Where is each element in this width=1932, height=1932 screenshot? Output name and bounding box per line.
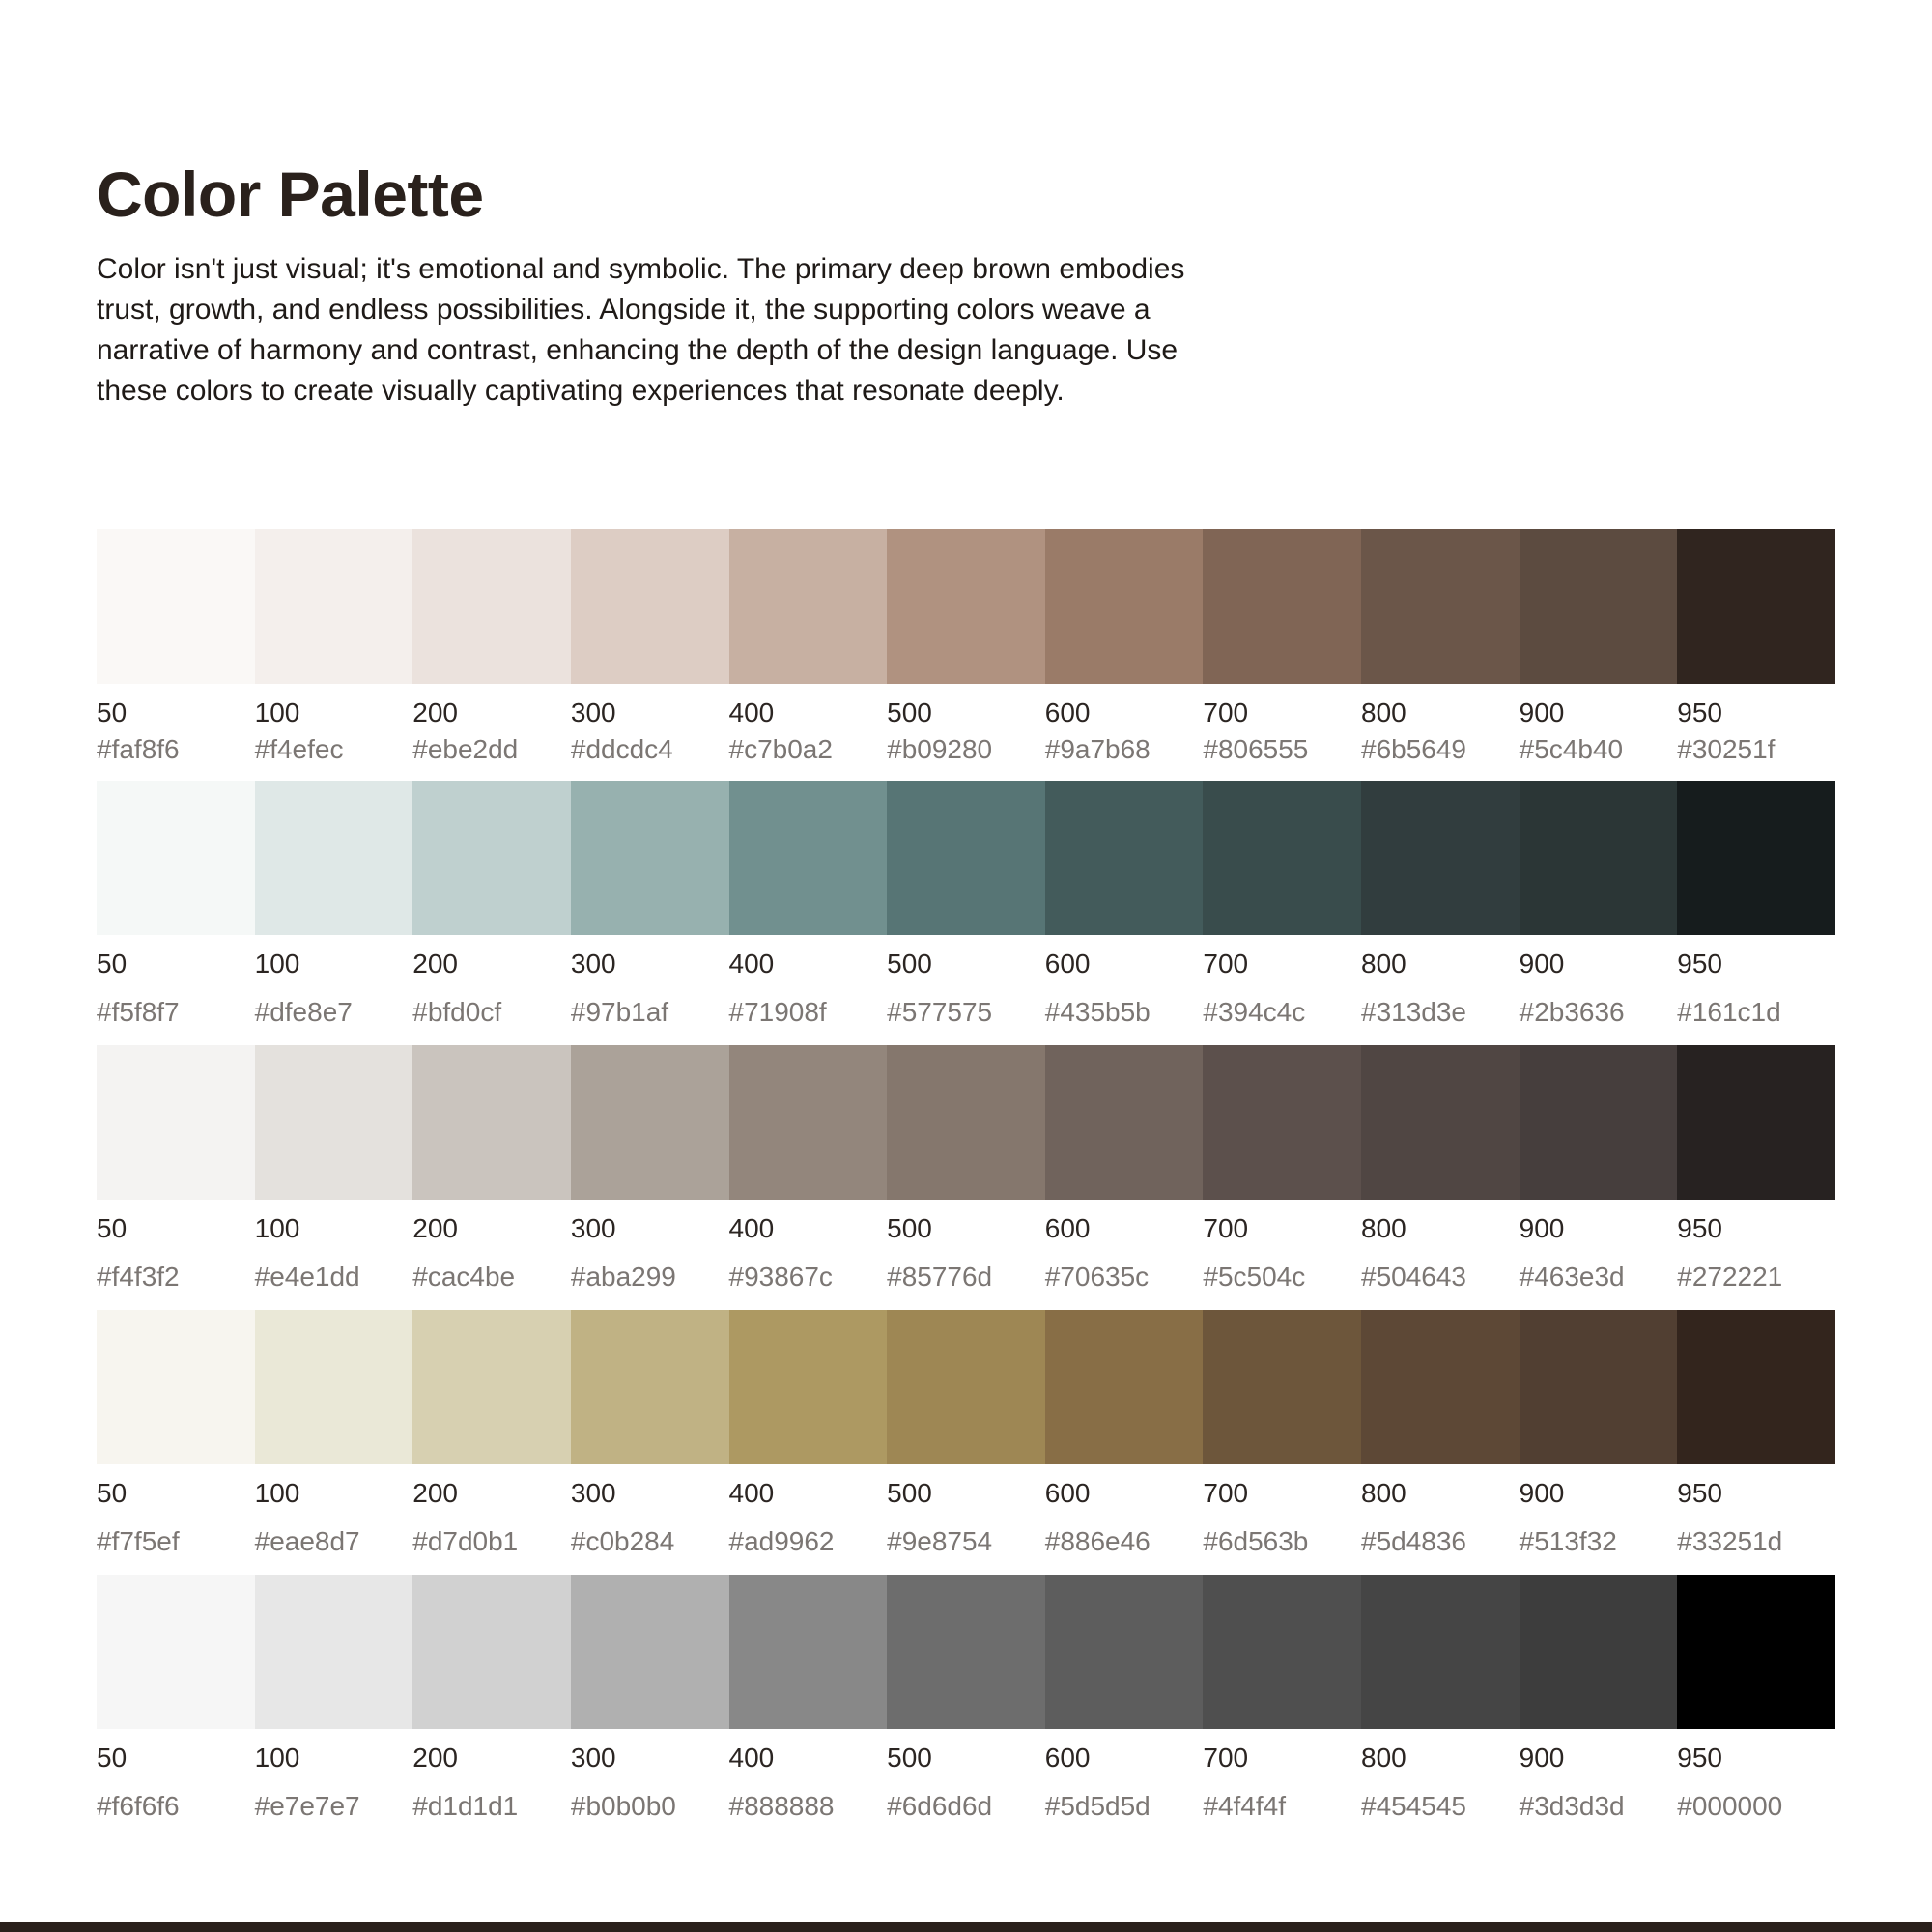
color-swatch-700[interactable] [1203, 529, 1361, 684]
color-swatch-200[interactable] [412, 781, 571, 935]
hex-code-label[interactable]: #513f32 [1519, 1526, 1617, 1556]
color-swatch-50[interactable] [97, 529, 255, 684]
hex-code-label[interactable]: #e4e1dd [254, 1262, 360, 1292]
swatch-label-cell [97, 935, 255, 1045]
shade-label: 500 [887, 949, 932, 979]
hex-code-label[interactable]: #888888 [728, 1791, 835, 1821]
hex-code-label[interactable]: #97b1af [570, 997, 669, 1027]
color-swatch-600[interactable] [1045, 1310, 1204, 1464]
swatch-label-cell [255, 1729, 413, 1839]
swatch-label-cell [571, 1729, 729, 1839]
shade-label: 200 [412, 1478, 458, 1508]
shade-label: 950 [1677, 1213, 1722, 1243]
swatch-label-cell [1520, 684, 1678, 781]
hex-code-label[interactable]: #f4f3f2 [97, 1262, 180, 1292]
swatch-label-cell [1203, 1729, 1361, 1839]
shade-label: 500 [887, 697, 932, 727]
swatch-label-cell [412, 1729, 571, 1839]
shade-label: 950 [1677, 949, 1722, 979]
shade-label: 600 [1044, 697, 1091, 727]
shade-label: 600 [1044, 1743, 1091, 1773]
swatch-label-cell [1203, 1464, 1361, 1575]
color-swatch-950[interactable] [1677, 1575, 1835, 1729]
swatch-label-cell [1361, 1729, 1520, 1839]
swatch-label-cell [255, 1200, 413, 1310]
hex-code-label[interactable]: #2b3636 [1519, 997, 1625, 1027]
shade-label: 100 [254, 1478, 300, 1508]
hex-code-label[interactable]: #886e46 [1044, 1526, 1151, 1556]
palette-row-warm-brown [97, 529, 1835, 781]
hex-code-label[interactable]: #30251f [1677, 734, 1776, 764]
shade-label: 800 [1361, 1478, 1406, 1508]
swatch-label-cell [255, 1464, 413, 1575]
shade-label: 950 [1677, 1743, 1722, 1773]
swatch-label-cell [1203, 935, 1361, 1045]
color-swatch-800[interactable] [1361, 1310, 1520, 1464]
swatch-label-cell [1677, 684, 1835, 781]
color-swatch-50[interactable] [97, 1575, 255, 1729]
shade-label: 950 [1677, 1478, 1722, 1508]
shade-label: 300 [570, 697, 616, 727]
color-swatch-200[interactable] [412, 1575, 571, 1729]
swatch-label-cell [412, 1200, 571, 1310]
color-swatch-800[interactable] [1361, 781, 1520, 935]
hex-code-label[interactable]: #c0b284 [570, 1526, 675, 1556]
swatch-label-cell [97, 1200, 255, 1310]
shade-label: 200 [412, 949, 458, 979]
shade-label: 400 [728, 697, 775, 727]
color-swatch-600[interactable] [1045, 1575, 1204, 1729]
color-swatch-950[interactable] [1677, 1310, 1835, 1464]
swatch-label-cell [97, 1464, 255, 1575]
swatch-label-cell [255, 684, 413, 781]
shade-label: 700 [1203, 697, 1249, 727]
hex-code-label[interactable]: #aba299 [570, 1262, 676, 1292]
color-swatch-800[interactable] [1361, 1045, 1520, 1200]
intro-paragraph: Color isn't just visual; it's emotional and symbolic. The primary deep brown embodies trust, growth, and endless possibilities. Alongside it, the supporting colors weave a narrative of harmony and contrast, enhancing the depth of the design language. Use these colors to create visually captivating experiences that resonate deeply. [97, 253, 1185, 407]
swatch-label-cell [1045, 1729, 1204, 1839]
hex-code-label[interactable]: #f5f8f7 [97, 997, 180, 1027]
hex-code-label[interactable]: #5d5d5d [1044, 1791, 1151, 1821]
swatch-label-cell [1520, 935, 1678, 1045]
hex-code-label[interactable]: #5c504c [1203, 1262, 1306, 1292]
shade-label: 50 [97, 1213, 128, 1243]
color-swatch-300[interactable] [571, 781, 729, 935]
swatch-label-cell [1677, 1200, 1835, 1310]
shade-label: 50 [97, 697, 128, 727]
color-swatch-100[interactable] [255, 781, 413, 935]
hex-code-label[interactable]: #cac4be [412, 1262, 516, 1292]
hex-code-label[interactable]: #eae8d7 [254, 1526, 360, 1556]
shade-label: 900 [1519, 949, 1565, 979]
swatch-label-cell [1520, 1200, 1678, 1310]
swatch-label-cell [729, 1464, 888, 1575]
color-swatch-900[interactable] [1520, 1045, 1678, 1200]
shade-label: 400 [728, 1743, 775, 1773]
shade-label: 600 [1044, 949, 1091, 979]
color-swatch-500[interactable] [887, 1310, 1045, 1464]
swatch-strip [97, 1045, 1835, 1200]
shade-label: 800 [1361, 1743, 1406, 1773]
swatch-label-cell [887, 1464, 1045, 1575]
shade-label: 700 [1203, 949, 1249, 979]
swatch-label-cell [571, 684, 729, 781]
swatch-label-cell [1677, 1729, 1835, 1839]
color-swatch-500[interactable] [887, 1575, 1045, 1729]
color-swatch-400[interactable] [729, 781, 888, 935]
shade-label: 900 [1519, 1213, 1565, 1243]
color-swatch-900[interactable] [1520, 1310, 1678, 1464]
shade-label: 500 [887, 1478, 932, 1508]
hex-code-label[interactable]: #d1d1d1 [412, 1791, 519, 1821]
color-swatch-950[interactable] [1677, 529, 1835, 684]
color-swatch-500[interactable] [887, 529, 1045, 684]
swatch-label-cell [412, 1464, 571, 1575]
swatch-strip [97, 529, 1835, 684]
swatch-label-cell [887, 1200, 1045, 1310]
color-swatch-900[interactable] [1520, 781, 1678, 935]
hex-code-label[interactable]: #806555 [1203, 734, 1309, 764]
color-swatch-800[interactable] [1361, 1575, 1520, 1729]
swatch-label-cell [729, 1729, 888, 1839]
shade-label: 900 [1519, 1478, 1565, 1508]
swatch-labels [97, 684, 1835, 781]
shade-label: 700 [1203, 1743, 1249, 1773]
shade-label: 400 [728, 949, 775, 979]
swatch-label-cell [1520, 1464, 1678, 1575]
swatch-label-cell [729, 684, 888, 781]
hex-code-label[interactable]: #ddcdc4 [570, 734, 673, 764]
swatch-label-cell [412, 684, 571, 781]
swatch-label-cell [1361, 935, 1520, 1045]
color-swatch-900[interactable] [1520, 529, 1678, 684]
shade-label: 50 [97, 1478, 128, 1508]
color-swatch-100[interactable] [255, 1575, 413, 1729]
shade-label: 50 [97, 1743, 128, 1773]
shade-label: 700 [1203, 1478, 1249, 1508]
color-swatch-950[interactable] [1677, 1045, 1835, 1200]
swatch-label-cell [1203, 1200, 1361, 1310]
swatch-label-cell [887, 935, 1045, 1045]
swatch-labels [97, 1200, 1835, 1310]
hex-code-label[interactable]: #4f4f4f [1203, 1791, 1287, 1821]
hex-code-label[interactable]: #85776d [887, 1262, 993, 1292]
hex-code-label[interactable]: #dfe8e7 [254, 997, 353, 1027]
swatch-label-cell [1520, 1729, 1678, 1839]
color-swatch-900[interactable] [1520, 1575, 1678, 1729]
swatch-label-cell [1677, 935, 1835, 1045]
hex-code-label[interactable]: #c7b0a2 [728, 734, 833, 764]
swatch-label-cell [1045, 935, 1204, 1045]
page-title: Color Palette [97, 158, 484, 230]
palette-row-taupe [97, 1045, 1835, 1310]
color-swatch-700[interactable] [1203, 781, 1361, 935]
shade-label: 300 [570, 949, 616, 979]
swatch-strip [97, 1310, 1835, 1464]
shade-label: 100 [254, 697, 300, 727]
color-swatch-50[interactable] [97, 1310, 255, 1464]
color-swatch-200[interactable] [412, 529, 571, 684]
color-swatch-100[interactable] [255, 1045, 413, 1200]
hex-code-label[interactable]: #9a7b68 [1044, 734, 1151, 764]
hex-code-label[interactable]: #6b5649 [1361, 734, 1467, 764]
swatch-labels [97, 1729, 1835, 1839]
shade-label: 900 [1519, 697, 1565, 727]
swatch-label-cell [1361, 684, 1520, 781]
color-swatch-950[interactable] [1677, 781, 1835, 935]
color-swatch-400[interactable] [729, 1045, 888, 1200]
hex-code-label[interactable]: #5d4836 [1361, 1526, 1467, 1556]
color-swatch-300[interactable] [571, 1045, 729, 1200]
hex-code-label[interactable]: #ebe2dd [412, 734, 519, 764]
shade-label: 600 [1044, 1478, 1091, 1508]
color-swatch-600[interactable] [1045, 529, 1204, 684]
color-palette [97, 529, 1835, 1839]
color-swatch-300[interactable] [571, 529, 729, 684]
color-swatch-300[interactable] [571, 1575, 729, 1729]
swatch-label-cell [729, 1200, 888, 1310]
palette-row-olive-gold [97, 1310, 1835, 1575]
swatch-label-cell [571, 935, 729, 1045]
shade-label: 300 [570, 1743, 616, 1773]
hex-code-label[interactable]: #93867c [728, 1262, 833, 1292]
shade-label: 100 [254, 949, 300, 979]
shade-label: 500 [887, 1743, 932, 1773]
shade-label: 500 [887, 1213, 932, 1243]
swatch-label-cell [887, 1729, 1045, 1839]
color-swatch-700[interactable] [1203, 1045, 1361, 1200]
shade-label: 400 [728, 1478, 775, 1508]
color-swatch-400[interactable] [729, 1575, 888, 1729]
color-swatch-500[interactable] [887, 781, 1045, 935]
hex-code-label[interactable]: #faf8f6 [97, 734, 180, 764]
color-swatch-100[interactable] [255, 529, 413, 684]
color-swatch-800[interactable] [1361, 529, 1520, 684]
swatch-label-cell [412, 935, 571, 1045]
hex-code-label[interactable]: #f6f6f6 [97, 1791, 180, 1821]
swatch-label-cell [97, 1729, 255, 1839]
shade-label: 100 [254, 1213, 300, 1243]
shade-label: 900 [1519, 1743, 1565, 1773]
shade-label: 700 [1203, 1213, 1249, 1243]
color-swatch-50[interactable] [97, 1045, 255, 1200]
hex-code-label[interactable]: #33251d [1677, 1526, 1783, 1556]
hex-code-label[interactable]: #d7d0b1 [412, 1526, 519, 1556]
hex-code-label[interactable]: #f7f5ef [97, 1526, 180, 1556]
color-swatch-100[interactable] [255, 1310, 413, 1464]
hex-code-label[interactable]: #3d3d3d [1519, 1791, 1625, 1821]
shade-label: 400 [728, 1213, 775, 1243]
shade-label: 800 [1361, 1213, 1406, 1243]
hex-code-label[interactable]: #70635c [1044, 1262, 1150, 1292]
hex-code-label[interactable]: #f4efec [254, 734, 344, 764]
swatch-label-cell [255, 935, 413, 1045]
hex-code-label[interactable]: #313d3e [1361, 997, 1467, 1027]
shade-label: 200 [412, 1213, 458, 1243]
hex-code-label[interactable]: #5c4b40 [1519, 734, 1624, 764]
swatch-label-cell [1361, 1200, 1520, 1310]
color-swatch-500[interactable] [887, 1045, 1045, 1200]
hex-code-label[interactable]: #71908f [728, 997, 827, 1027]
swatch-label-cell [1045, 1464, 1204, 1575]
hex-code-label[interactable]: #ad9962 [728, 1526, 835, 1556]
shade-label: 50 [97, 949, 128, 979]
swatch-labels [97, 1464, 1835, 1575]
palette-row-neutral-gray [97, 1575, 1835, 1839]
swatch-label-cell [571, 1200, 729, 1310]
shade-label: 100 [254, 1743, 300, 1773]
color-swatch-400[interactable] [729, 529, 888, 684]
hex-code-label[interactable]: #161c1d [1677, 997, 1781, 1027]
hex-code-label[interactable]: #272221 [1677, 1262, 1783, 1292]
shade-label: 950 [1677, 697, 1722, 727]
color-swatch-200[interactable] [412, 1310, 571, 1464]
swatch-strip [97, 781, 1835, 935]
color-swatch-300[interactable] [571, 1310, 729, 1464]
shade-label: 200 [412, 697, 458, 727]
color-swatch-600[interactable] [1045, 1045, 1204, 1200]
swatch-label-cell [1677, 1464, 1835, 1575]
shade-label: 300 [570, 1478, 616, 1508]
swatch-labels [97, 935, 1835, 1045]
swatch-label-cell [1045, 1200, 1204, 1310]
swatch-label-cell [571, 1464, 729, 1575]
hex-code-label[interactable]: #000000 [1677, 1791, 1783, 1821]
color-swatch-50[interactable] [97, 781, 255, 935]
hex-code-label[interactable]: #6d6d6d [887, 1791, 993, 1821]
hex-code-label[interactable]: #b0b0b0 [570, 1791, 676, 1821]
swatch-label-cell [729, 935, 888, 1045]
color-swatch-200[interactable] [412, 1045, 571, 1200]
hex-code-label[interactable]: #e7e7e7 [254, 1791, 360, 1821]
color-swatch-400[interactable] [729, 1310, 888, 1464]
palette-row-slate-teal [97, 781, 1835, 1045]
hex-code-label[interactable]: #504643 [1361, 1262, 1467, 1292]
color-swatch-700[interactable] [1203, 1310, 1361, 1464]
color-swatch-600[interactable] [1045, 781, 1204, 935]
swatch-label-cell [1203, 684, 1361, 781]
hex-code-label[interactable]: #454545 [1361, 1791, 1467, 1821]
hex-code-label[interactable]: #b09280 [887, 734, 993, 764]
swatch-label-cell [1361, 1464, 1520, 1575]
hex-code-label[interactable]: #435b5b [1044, 997, 1151, 1027]
hex-code-label[interactable]: #394c4c [1203, 997, 1306, 1027]
hex-code-label[interactable]: #463e3d [1519, 1262, 1625, 1292]
hex-code-label[interactable]: #9e8754 [887, 1526, 993, 1556]
shade-label: 600 [1044, 1213, 1091, 1243]
hex-code-label[interactable]: #577575 [887, 997, 993, 1027]
shade-label: 200 [412, 1743, 458, 1773]
swatch-strip [97, 1575, 1835, 1729]
swatch-label-cell [1045, 684, 1204, 781]
shade-label: 300 [570, 1213, 616, 1243]
swatch-label-cell [887, 684, 1045, 781]
color-swatch-700[interactable] [1203, 1575, 1361, 1729]
shade-label: 800 [1361, 697, 1406, 727]
shade-label: 800 [1361, 949, 1406, 979]
footer-bar [0, 1922, 1932, 1932]
hex-code-label[interactable]: #bfd0cf [412, 997, 502, 1027]
swatch-label-cell [97, 684, 255, 781]
hex-code-label[interactable]: #6d563b [1203, 1526, 1309, 1556]
